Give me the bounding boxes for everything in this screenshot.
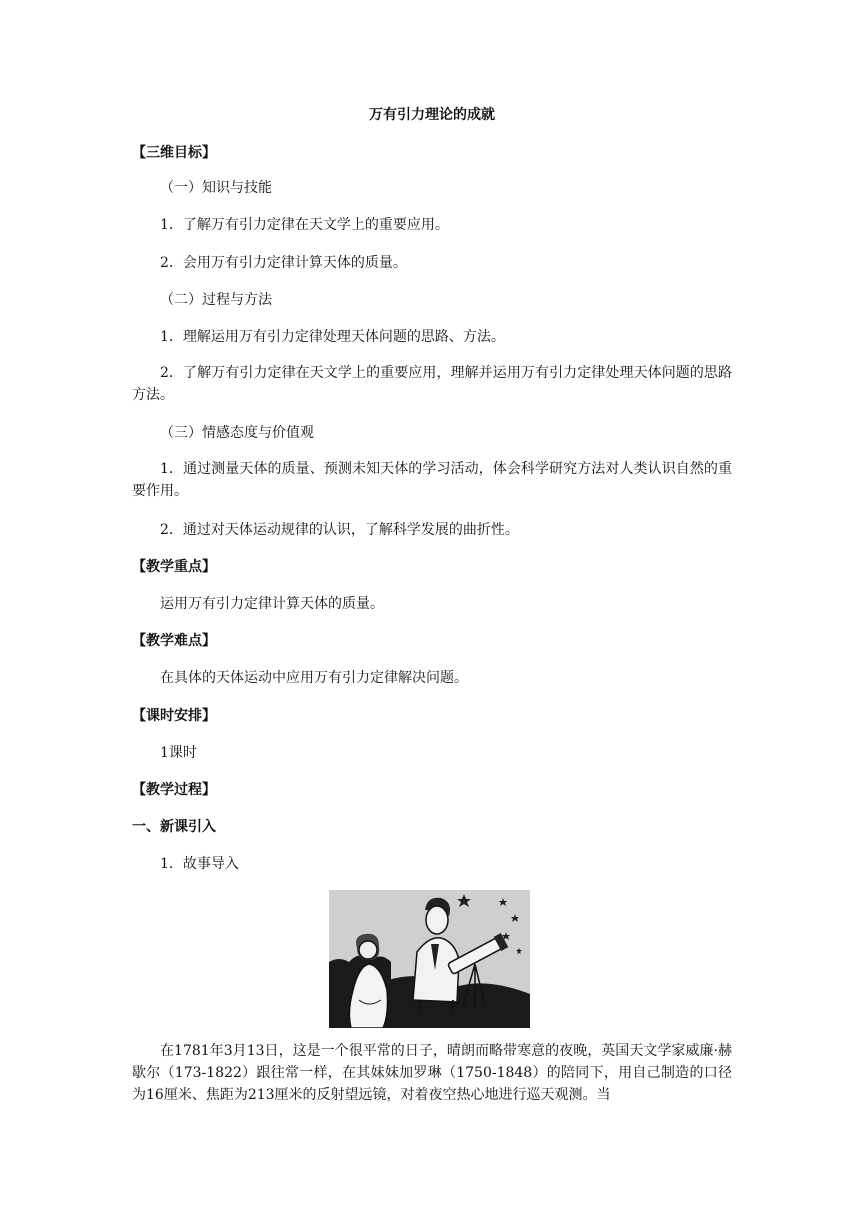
story-paragraph: 在1781年3月13日，这是一个很平常的日子，晴朗而略带寒意的夜晚，英国天文学家威廉·赫歇尔（173-1822）跟往常一样，在其妹妹加罗琳（1750-1848）的陪同下，用自己制造的口径为16厘米、焦距为213厘米的反射望远镜，对着夜空热心地进行巡天观测。当 <box>132 1043 732 1103</box>
part2-item1: 1．理解运用万有引力定律处理天体问题的思路、方法。 <box>160 329 505 345</box>
part2-heading: （二）过程与方法 <box>160 292 272 308</box>
part3-item1: 1．通过测量天体的质量、预测未知天体的学习活动，体会科学研究方法对人类认识自然的重要作用。 <box>132 461 732 499</box>
part3-item2: 2．通过对天体运动规律的认识，了解科学发展的曲折性。 <box>160 522 519 538</box>
schedule-text: 1课时 <box>160 745 197 761</box>
focus-heading: 【教学重点】 <box>132 559 216 575</box>
schedule-heading: 【课时安排】 <box>132 708 216 724</box>
illustration-drawing <box>329 890 530 1028</box>
part1-heading: （一）知识与技能 <box>160 180 272 196</box>
difficulty-text: 在具体的天体运动中应用万有引力定律解决问题。 <box>160 670 468 686</box>
part3-heading: （三）情感态度与价值观 <box>160 425 314 441</box>
difficulty-heading: 【教学难点】 <box>132 633 216 649</box>
process-heading: 【教学过程】 <box>132 782 216 798</box>
story-heading: 1．故事导入 <box>160 856 239 872</box>
document-title: 万有引力理论的成就 <box>369 107 495 123</box>
part1-item2: 2．会用万有引力定律计算天体的质量。 <box>160 255 407 271</box>
intro-heading: 一、新课引入 <box>132 819 216 835</box>
part2-item2: 2．了解万有引力定律在天文学上的重要应用，理解并运用万有引力定律处理天体问题的思路方法。 <box>132 365 732 403</box>
goals-heading: 【三维目标】 <box>132 145 216 161</box>
focus-text: 运用万有引力定律计算天体的质量。 <box>160 596 384 612</box>
herschel-telescope-illustration <box>329 890 530 1028</box>
part1-item1: 1．了解万有引力定律在天文学上的重要应用。 <box>160 217 449 233</box>
